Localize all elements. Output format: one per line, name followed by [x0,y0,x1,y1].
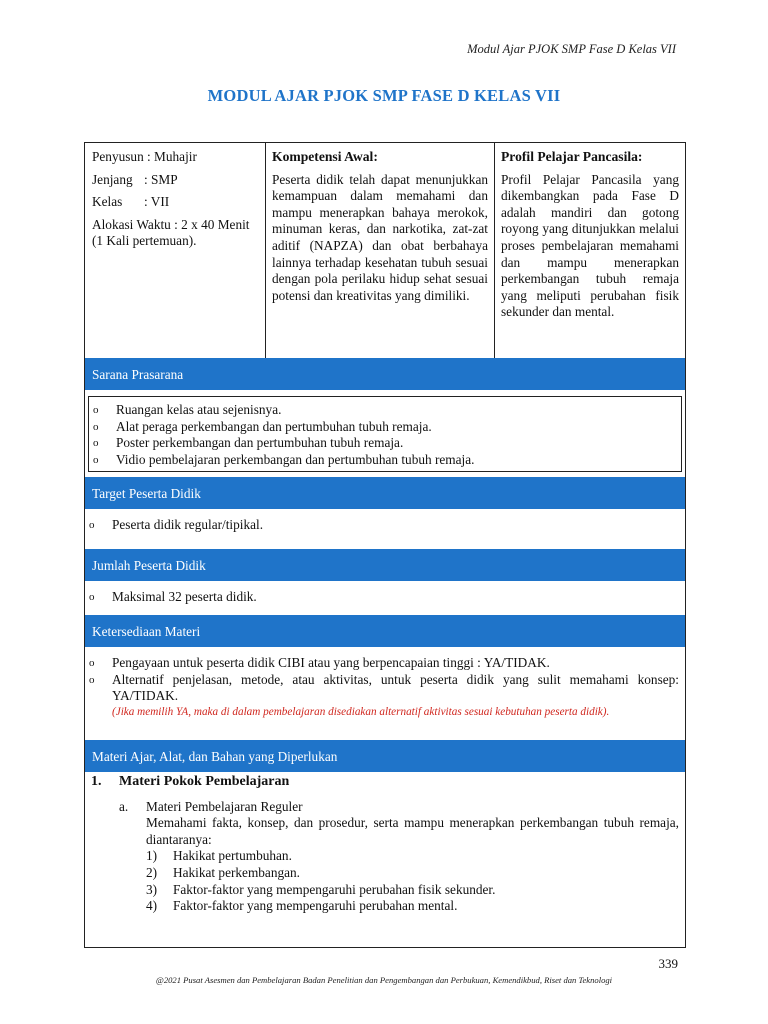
jumlah-heading: Jumlah Peserta Didik [92,558,206,573]
list-item: o Poster perkembangan dan pertumbuhan tubuh remaja. [89,435,681,452]
target-heading-bar [85,477,685,509]
ketersediaan-section [85,655,685,719]
list-item: o Ruangan kelas atau sejenisnya. [89,402,681,419]
list-item: o Vidio pembelajaran perkembangan dan pertumbuhan tubuh remaja. [89,452,681,469]
sarana-heading-bar [85,358,685,390]
materi-heading: Materi Ajar, Alat, dan Bahan yang Diperlukan [92,749,338,764]
alokasi-waktu: Alokasi Waktu : 2 x 40 Menit (1 Kali pertemuan). [92,216,250,249]
bullet-marker: o [89,657,95,669]
kompetensi-text: Peserta didik telah dapat menunjukkan kemampuan dalam memahami dan mampu menerapkan bahaya merokok, minuman keras, dan narkotika, zat-zat aditif (NAPZA) dan obat berbahaya lainnya terhadap kesehatan tubuh sesuai dengan pola perilaku hidup sehat sesuai potensi dan kreativitas yang dimiliki. [272,171,488,303]
ketersediaan-note: (Jika memilih YA, maka di dalam pembelajaran disediakan alternatif aktivitas sesuai kebutuhan peserta didik). [112,705,610,718]
sub-marker: a. [119,798,129,814]
sub-title: Materi Pembelajaran Reguler [146,798,303,814]
target-heading: Target Peserta Didik [92,486,201,501]
sarana-list [88,396,682,472]
jenjang [92,172,259,189]
kompetensi-heading: Kompetensi Awal: [272,149,378,164]
note-row [85,705,679,719]
list-item: 1) Hakikat pertumbuhan. [146,848,292,864]
sub-text: Memahami fakta, konsep, dan prosedur, serta mampu menerapkan perkembangan tubuh remaja, diantaranya: [146,815,679,847]
list-item: 4) Faktor-faktor yang mempengaruhi perubahan mental. [146,898,458,914]
ketersediaan-heading: Ketersediaan Materi [92,624,201,639]
list-item: o Alat peraga perkembangan dan pertumbuhan tubuh remaja. [89,419,681,436]
list-item: 3) Faktor-faktor yang mempengaruhi perubahan fisik sekunder. [146,881,496,897]
jenjang-value: : SMP [144,171,178,187]
section-title: Materi Pokok Pembelajaran [119,774,290,789]
bullet-marker: o [89,591,95,603]
document-title: MODUL AJAR PJOK SMP FASE D KELAS VII [207,86,561,105]
materi-section [85,774,685,915]
kelas-value: : VII [144,194,170,210]
bullet-marker: o [89,519,95,531]
running-header: Modul Ajar PJOK SMP Fase D Kelas VII [467,42,676,56]
ketersediaan-heading-bar [85,615,685,647]
bullet-marker: o [93,453,99,466]
bullet-marker: o [93,404,99,416]
list-item: 2) Hakikat perkembangan. [146,864,301,880]
profil-column [495,143,685,358]
module-table [84,142,686,948]
list-item: o Pengayaan untuk peserta didik CIBI atau yang berpencapaian tinggi : YA/TIDAK. [85,655,679,672]
materi-reguler [119,799,685,915]
jumlah-section [85,589,685,606]
profil-heading: Profil Pelajar Pancasila: [501,149,643,164]
kelas [92,194,259,211]
list-item: o Peserta didik regular/tipikal. [85,517,685,534]
jenjang-label: Jenjang [92,171,133,187]
bullet-marker: o [93,420,99,433]
page-number: 339 [658,956,678,971]
bullet-marker: o [93,437,99,450]
target-section [85,517,685,534]
materi-pokok-heading [85,774,685,791]
identity-row [85,143,685,358]
footer: @2021 Pusat Asesmen dan Pembelajaran Badan Penelitian dan Pengembangan dan Perbukuan, Kemendikbud, Riset dan Teknologi [155,975,613,985]
identity-column [85,143,266,358]
profil-text: Profil Pelajar Pancasila yang dikembangkan pada Fase D adalah mandiri dan gotong royong yang ditunjukkan melalui proses pembelajaran memahami dan mampu menerapkan perkembangan tubuh remaja yang meliputi perubahan fisik sekunder dan mental. [501,171,679,320]
sarana-section [85,394,685,474]
kelas-label: Kelas [92,194,123,210]
bullet-marker: o [89,673,95,686]
section-number: 1. [91,774,102,789]
jumlah-heading-bar [85,549,685,581]
list-item: o Alternatif penjelasan, metode, atau aktivitas, untuk peserta didik yang sulit memahami konsep: YA/TIDAK. [85,672,679,705]
penyusun: Penyusun : Muhajir [92,149,197,164]
sarana-heading: Sarana Prasarana [92,367,184,382]
list-item: o Maksimal 32 peserta didik. [85,589,685,606]
materi-heading-bar [85,740,685,772]
kompetensi-column [266,143,495,358]
